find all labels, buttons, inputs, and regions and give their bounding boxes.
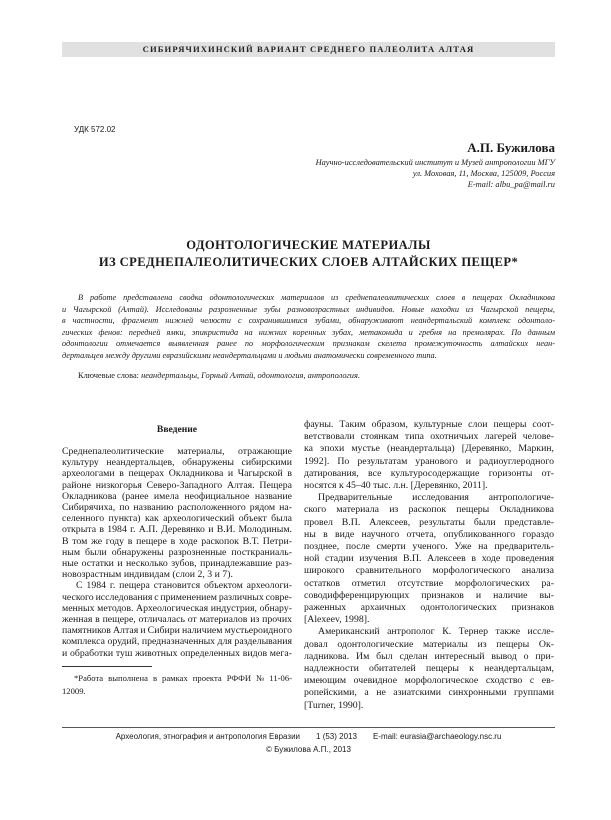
text-line: Окладникова (ранее имела неофициальное название: [62, 490, 292, 502]
text-line: имеющим очевидное морфологическое сходство с ев-: [304, 675, 554, 687]
body-column-left: [62, 446, 292, 659]
text-line: Сибирячиха, по названию расположенного рядом на-: [62, 502, 292, 514]
text-line: ческого исследования с применением различных совре-: [62, 591, 292, 603]
text-line: позднее, после смерти ученого. Уже на предваритель-: [304, 541, 554, 553]
text-line: В том же году в пещере в ходе раскопок В.Т. Петри-: [62, 535, 292, 547]
affiliation-email: E-mail: albu_pa@mail.ru: [467, 180, 555, 189]
text-line: районе низкогорья Северо-Западного Алтая. Пещера: [62, 479, 292, 491]
text-line: ветствовали стоянкам типа охотничьих лагерей челове-: [304, 431, 554, 443]
abstract-line: одонтологии отмечается выявленная ранее по морфологическим признакам скелета промежуточность алтайских неан-: [62, 339, 555, 349]
footer-copyright: © Бужилова А.П., 2013: [266, 745, 351, 754]
text-line: 1992]. По результатам уранового и радиоуглеродного: [304, 455, 554, 467]
text-line: культуру неандертальцев, обнаружены сибирскими: [62, 457, 292, 469]
text-line: археологами в пещерах Окладникова и Чагырской в: [62, 468, 292, 480]
text-line: Среднепалеолитические материалы, отражающие: [62, 446, 292, 457]
affiliation-address: ул. Моховая, 11, Москва, 125009, Россия: [412, 169, 555, 178]
footer-journal: Археология, этнография и антропология Евразии: [115, 732, 301, 741]
text-line: ные остатки и несколько зубов, принадлежавшие раз-: [62, 558, 292, 570]
text-line: открыта в 1984 г. А.П. Деревянко и В.И. Молодиным.: [62, 524, 292, 536]
running-header-text: СИБИРЯЧИХИНСКИЙ ВАРИАНТ СРЕДНЕГО ПАЛЕОЛИТА АЛТАЯ: [142, 44, 475, 54]
abstract-line: в частности, фрагмент нижней челюсти с сохранившимися зубами, обнаруживают неандертальский комплекс одонтоло-: [62, 316, 555, 326]
section-heading-introduction: Введение: [156, 424, 198, 435]
abstract-line: В работе представлена сводка одонтологических материалов из среднепалеолитических слоев в пещерах Окладникова: [78, 293, 555, 302]
text-line: Предварительные исследования антропологиче-: [318, 492, 554, 504]
abstract-line: и Чагырской (Алтай). Исследованы разрозненные зубы разновозрастных индивидов. Новые находки из Чагырской пещеры,: [62, 304, 555, 314]
text-line: комплекса орудий, предназначенных для разделывания: [62, 636, 292, 648]
text-line: ропейскими, а не азиатскими синхронными группами: [304, 687, 554, 699]
text-line: С 1984 г. пещера становится объектом археологи-: [76, 580, 292, 592]
text-line: надлежности обитателей пещеры к неандертальцам,: [304, 663, 554, 675]
text-line: раженных архаичных одонтологических признаков: [304, 602, 554, 614]
text-line: широкого сравнительного морфологического анализа: [304, 565, 554, 577]
body-column-right: [304, 419, 554, 712]
text-line: ны в виде научного отчета, опубликованного гораздо: [304, 528, 554, 540]
text-line: датирования, все культуросодержащие горизонты от-: [304, 467, 554, 479]
author-name: А.П. Бужилова: [467, 140, 555, 155]
title-line: ОДОНТОЛОГИЧЕСКИЕ МАТЕРИАЛЫ: [186, 238, 431, 252]
keywords-label: Ключевые слова:: [78, 371, 139, 380]
abstract-line: гических фенов: передней ямки, эпикристида на нижних коренных зубах, метаконида и гребня на премолярах. По данным: [62, 327, 555, 337]
footnote-line: *Работа выполнена в рамках проекта РФФИ № 11-06-: [74, 673, 292, 683]
text-line: [Alexeev, 1998].: [304, 614, 370, 626]
title-line: ИЗ СРЕДНЕПАЛЕОЛИТИЧЕСКИХ СЛОЕВ АЛТАЙСКИХ ПЕЩЕР*: [98, 255, 519, 269]
footer-email: E-mail: eurasia@archaeology.nsc.ru: [372, 732, 502, 741]
text-line: остатков отметил отсутствие морфологических ра-: [304, 577, 554, 589]
text-line: довал одонтологические материалы из пещеры Ок-: [304, 638, 554, 650]
text-line: новозрастным индивидам (слои 2, 3 и 7).: [62, 569, 233, 581]
text-line: соводифференцирующих признаков и наличие вы-: [304, 589, 554, 601]
affiliation-institution: Научно-исследовательский институт и Музей антропологии МГУ: [315, 158, 555, 167]
footnote-line: 12009.: [62, 685, 86, 696]
text-line: менных методов. Археологическая индустрия, обнару-: [62, 602, 292, 614]
text-line: и обработки туш животных определенных видов мега-: [62, 647, 292, 659]
text-line: ладникова. Им был сделан интересный вывод о при-: [304, 650, 554, 662]
footer-divider: [62, 727, 555, 728]
text-line: носятся к 45–40 тыс. л.н. [Деревянко, 2011].: [304, 480, 488, 492]
footer-row: [62, 731, 555, 742]
abstract-line: дертальцев между другими евразийскими неандертальцами и людьми анатомически современного типа.: [62, 350, 437, 360]
footnote-divider: [62, 666, 152, 667]
abstract: [62, 292, 555, 362]
article-title: [62, 237, 555, 271]
text-line: селенного пункта) как археологический объект была: [62, 513, 292, 525]
footer-issue: 1 (53) 2013: [316, 732, 357, 741]
running-header: [62, 42, 555, 57]
keywords-value: неандертальцы, Горный Алтай, одонтология, антропология.: [141, 371, 360, 380]
text-line: памятников Алтая и Сибири наличием мустьероидного: [62, 625, 292, 637]
text-line: ным были обнаружены разрозненные посткраниаль-: [62, 546, 292, 558]
text-line: провел В.П. Алексеев, результаты были представле-: [304, 516, 554, 528]
udk-code: УДК 572.02: [74, 125, 116, 134]
text-line: ка эпохи мустье (неандертальца) [Деревянко, Маркин,: [304, 443, 554, 455]
footnote: [62, 672, 292, 697]
keywords: [78, 371, 360, 380]
text-line: фауны. Таким образом, культурные слои пещеры соот-: [304, 419, 554, 430]
text-line: ной стадии изучения В.П. Алексеев в ходе проведения: [304, 553, 554, 565]
text-line: ского материала из раскопок пещеры Окладникова: [304, 504, 554, 516]
author-affiliation: [316, 157, 555, 190]
text-line: женная в пещере, отличалась от материалов из прочих: [62, 614, 292, 626]
text-line: Американский антрополог К. Тернер также иссле-: [318, 626, 554, 638]
text-line: [Turner, 1990].: [304, 699, 364, 711]
